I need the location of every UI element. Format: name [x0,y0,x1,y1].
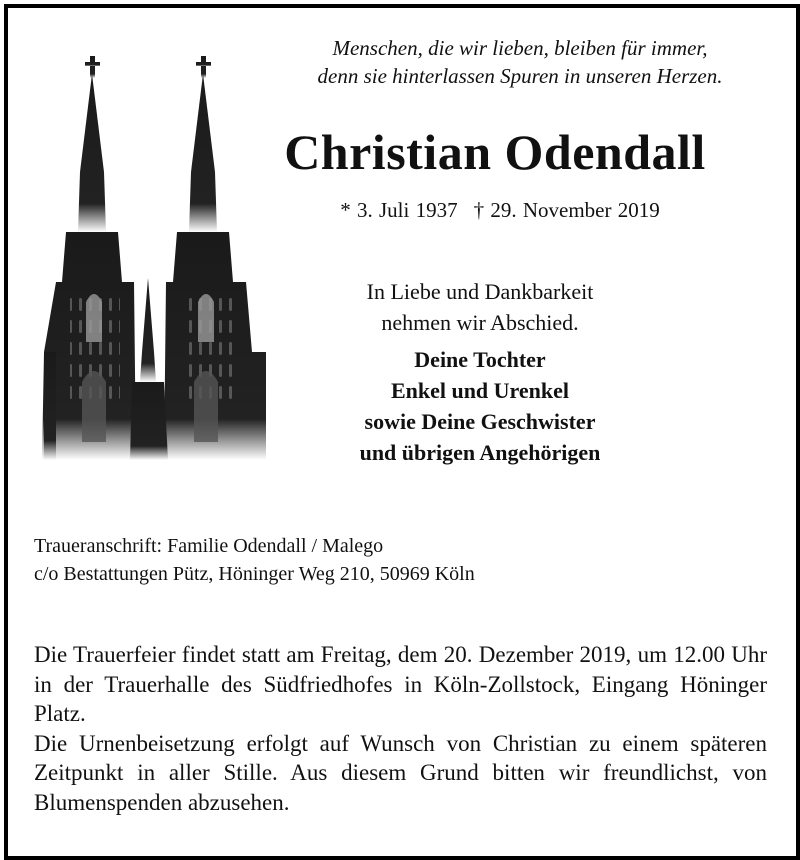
mourner-line: Enkel und Urenkel [390,378,570,403]
birth-date: * 3. Juli 1937 [340,198,458,222]
death-date: † 29. November 2019 [473,198,660,222]
mourner-line: Deine Tochter [414,347,546,372]
address-line-2: c/o Bestattungen Pütz, Höninger Weg 210, 50969 Köln [34,563,475,585]
deceased-name: Christian Odendall [284,124,706,180]
mourners-list [270,344,690,468]
farewell-text [270,276,690,338]
service-info [34,640,767,817]
service-paragraph-funeral: Die Trauerfeier findet statt am Freitag, dem 20. Dezember 2019, um 12.00 Uhr in der Trauerhalle des Südfriedhofes in Köln-Zollstock, Eingang Höninger Platz. [34,642,767,726]
service-paragraph-urn: Die Urnenbeisetzung erfolgt auf Wunsch von Christian zu einem späteren Zeitpunkt in aller Stille. Aus diesem Grund bitten wir freundlichst, von Blumenspenden abzusehen. [34,730,767,815]
quote-line-1: Menschen, die wir lieben, bleiben für immer, [332,36,708,60]
farewell-line-2: nehmen wir Abschied. [381,310,579,335]
address-line-1: Traueranschrift: Familie Odendall / Malego [34,535,384,557]
mourner-line: sowie Deine Geschwister [364,409,596,434]
mourner-line: und übrigen Angehörigen [359,440,601,465]
quote-line-2: denn sie hinterlassen Spuren in unseren Herzen. [317,64,723,88]
life-dates [270,196,730,224]
farewell-line-1: In Liebe und Dankbarkeit [366,279,594,304]
mourning-address [34,532,734,588]
cologne-cathedral-icon [36,52,270,460]
memorial-quote [260,34,780,90]
